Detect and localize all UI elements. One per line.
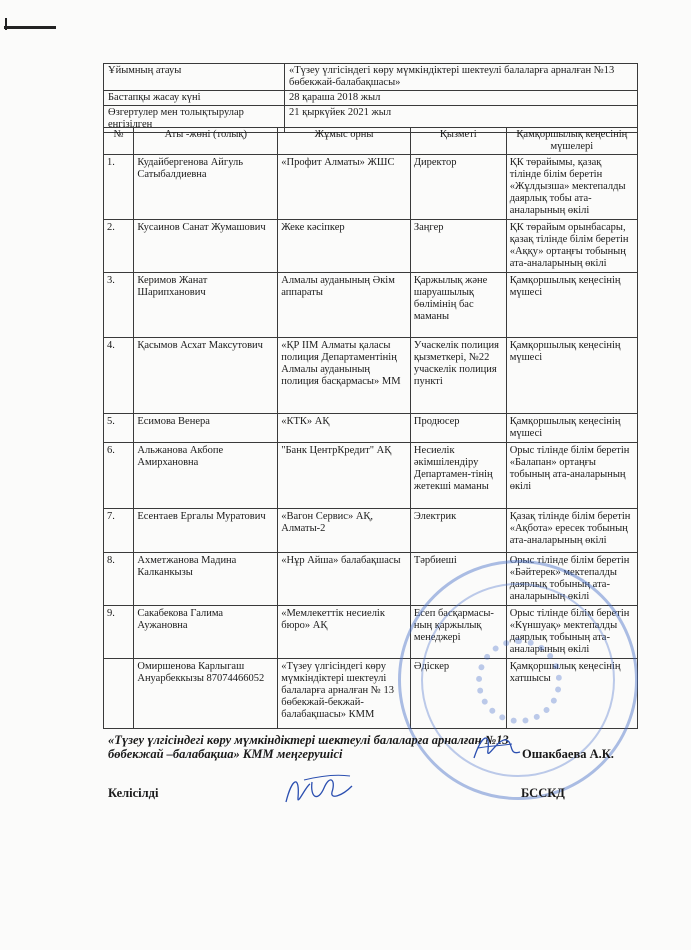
column-header-name: Аты -жөні (толық) [134, 128, 278, 155]
member-position: Әдіскер [410, 659, 506, 729]
table-row [104, 414, 638, 443]
org-name-value: «Түзеу үлгісіндегі көру мүмкіндіктері шектеулі балаларға арналған №13 бөбекжай-балабақшасы» [285, 64, 638, 91]
member-position: Қаржылық және шаруашылық бөлімінің бас маманы [410, 273, 506, 338]
member-name: Керимов Жанат Шарипханович [134, 273, 278, 338]
header-row-organization [104, 64, 638, 91]
member-position: Директор [410, 155, 506, 220]
head-of-organization-text: «Түзеу үлгісіндегі көру мүмкіндіктері шектеулі балаларға арналған №13 бөбекжай –балабақша» КММ меңгерушісі [108, 733, 509, 761]
member-name: Кусаинов Санат Жумашович [134, 220, 278, 273]
member-position: Электрик [410, 509, 506, 553]
agreed-label: Келісілді [108, 786, 159, 800]
column-header-board-role: Қамқоршылық кеңесінің мүшелері [506, 128, 637, 155]
changes-date-value: 21 қыркүйек 2021 жыл [285, 106, 638, 133]
row-number: 1. [104, 155, 134, 220]
table-row [104, 338, 638, 414]
agreed-signature-icon [280, 768, 360, 812]
changes-date-label: Өзгертулер мен толықтырулар енгізілген [104, 106, 285, 133]
column-header-workplace: Жұмыс орны [278, 128, 411, 155]
member-board-role: Қамқоршылық кеңесінің мүшесі [506, 338, 637, 414]
row-number: 9. [104, 606, 134, 659]
member-name: Есентаев Ергалы Муратович [134, 509, 278, 553]
member-name: Қасымов Асхат Максутович [134, 338, 278, 414]
member-board-role: Қамқоршылық кеңесінің хатшысы [506, 659, 637, 729]
member-position: Несиелік әкімшілендіру Департамен-тінің жетекші маманы [410, 443, 506, 509]
member-position: Тәрбиеші [410, 553, 506, 606]
member-board-role: Орыс тілінде білім беретін «Балапан» ортаңғы тобының ата-аналарының өкілі [506, 443, 637, 509]
corner-dash-mark [4, 26, 56, 29]
table-row [104, 443, 638, 509]
member-board-role: Орыс тілінде білім беретін «Күншуақ» мектепалды даярлық тобының ата-аналарының өкілі [506, 606, 637, 659]
member-board-role: Қамқоршылық кеңесінің мүшесі [506, 414, 637, 443]
member-board-role: ҚК төрайым орынбасары, қазақ тілінде білім беретін «Аққу» ортаңғы тобының ата-аналарының өкілі [506, 220, 637, 273]
member-workplace: "Банк ЦентрКредит" АҚ [278, 443, 411, 509]
member-position: Заңгер [410, 220, 506, 273]
table-row [104, 155, 638, 220]
table-row [104, 509, 638, 553]
member-position: Есеп басқармасы-ның қаржылық менеджері [410, 606, 506, 659]
row-number: 5. [104, 414, 134, 443]
row-number: 6. [104, 443, 134, 509]
row-number: 7. [104, 509, 134, 553]
created-date-label: Бастапқы жасау күні [104, 91, 285, 106]
member-workplace: «КТК» АҚ [278, 414, 411, 443]
row-number: 2. [104, 220, 134, 273]
member-workplace: «Профит Алматы» ЖШС [278, 155, 411, 220]
column-header-position: Қызметі [410, 128, 506, 155]
member-name: Омиршенова Карлыгаш Ануарбеккызы 87074466052 [134, 659, 278, 729]
member-name: Ахметжанова Мадина Калканкызы [134, 553, 278, 606]
member-name: Есимова Венера [134, 414, 278, 443]
member-board-role: ҚК төрайымы, қазақ тілінде білім беретін «Жұлдызша» мектепалды даярлық тобы ата-аналарының өкілі [506, 155, 637, 220]
column-header-number: № [104, 128, 134, 155]
member-workplace: Алмалы ауданының Әкім аппараты [278, 273, 411, 338]
member-name: Сакабекова Галима Аужановна [134, 606, 278, 659]
members-table-header [104, 128, 638, 155]
member-workplace: Жеке кәсіпкер [278, 220, 411, 273]
member-name: Кудайбергенова Айгуль Сатыбалдиевна [134, 155, 278, 220]
agency-label: БССКД [521, 786, 565, 800]
organization-header-table [103, 63, 638, 133]
member-workplace: «Вагон Сервис» АҚ, Алматы-2 [278, 509, 411, 553]
row-number: 4. [104, 338, 134, 414]
table-row [104, 220, 638, 273]
member-board-role: Қамқоршылық кеңесінің мүшесі [506, 273, 637, 338]
member-position: Учаскелік полиция қызметкері, №22 учаскелік полиция пункті [410, 338, 506, 414]
member-name: Альжанова Акбопе Амирхановна [134, 443, 278, 509]
member-board-role: Орыс тілінде білім беретін «Бәйтерек» мектепалды даярлық тобының ата-аналарының өкілі [506, 553, 637, 606]
head-signature-icon [468, 728, 528, 768]
row-number: 3. [104, 273, 134, 338]
row-number [104, 659, 134, 729]
member-workplace: «Нұр Айша» балабақшасы [278, 553, 411, 606]
row-number: 8. [104, 553, 134, 606]
member-workplace: «Мемлекеттік несиелік бюро» АҚ [278, 606, 411, 659]
head-name: Ошакбаева А.К. [522, 747, 614, 761]
table-row [104, 273, 638, 338]
member-workplace: «Түзеу үлгісіндегі көру мүмкіндіктері шектеулі балаларға арналған № 13 бөбекжай-бекжай-балабақшасы» КММ [278, 659, 411, 729]
created-date-value: 28 қараша 2018 жыл [285, 91, 638, 106]
member-board-role: Қазақ тілінде білім беретін «Ақбота» ересек тобының ата-аналарының өкілі [506, 509, 637, 553]
org-name-label: Ұйымның атауы [104, 64, 285, 91]
member-position: Продюсер [410, 414, 506, 443]
header-row-created [104, 91, 638, 106]
member-workplace: «ҚР ІІМ Алматы қаласы полиция Департаментінің Алмалы ауданының полиция басқармасы» ММ [278, 338, 411, 414]
